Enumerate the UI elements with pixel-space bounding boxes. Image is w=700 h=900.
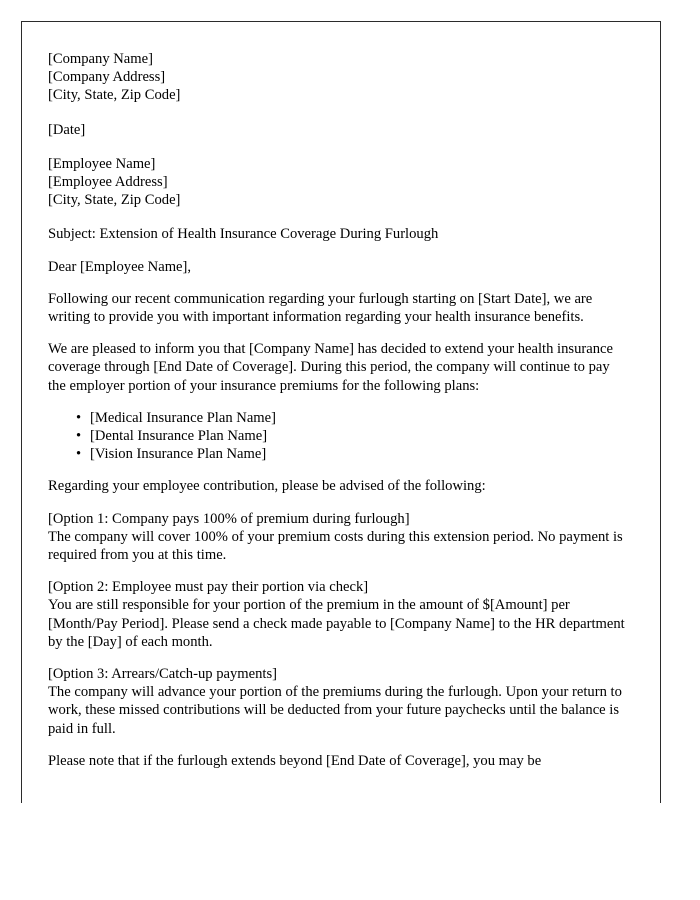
recipient-address-line-3: [City, State, Zip Code]	[48, 192, 181, 209]
option-block-2	[48, 578, 628, 651]
recipient-address-block	[48, 155, 628, 210]
option-1-text: The company will cover 100% of your premium costs during this extension period. No payment is required from you at this time.	[48, 528, 623, 564]
sender-address-line-1: [Company Name]	[48, 51, 153, 67]
recipient-address-line-2: [Employee Address]	[48, 174, 168, 191]
sender-address-line-2: [Company Address]	[48, 69, 166, 86]
paragraph-contribution-intro: Regarding your employee contribution, please be advised of the following:	[48, 478, 486, 495]
paragraph-closing-truncated: Please note that if the furlough extends beyond [End Date of Coverage], you may be	[48, 752, 542, 769]
option-2-text: You are still responsible for your portion of the premium in the amount of $[Amount] per [Month/Pay Period]. Please send a check made payable to [Company Name] to the HR department by the [Day] of each month.	[48, 597, 625, 650]
recipient-address-line-1: [Employee Name]	[48, 155, 156, 172]
option-2-header: [Option 2: Employee must pay their portion via check]	[48, 579, 369, 596]
list-item: • [Dental Insurance Plan Name]	[90, 427, 628, 445]
document-body	[48, 50, 628, 770]
option-3-text: The company will advance your portion of the premiums during the furlough. Upon your return to work, these missed contributions will be deducted from your future paychecks until the balance is paid in full.	[48, 684, 622, 737]
insurance-plan-list	[48, 409, 628, 464]
subject-line: Subject: Extension of Health Insurance Coverage During Furlough	[48, 226, 439, 243]
list-item: • [Medical Insurance Plan Name]	[90, 409, 628, 427]
option-block-3	[48, 665, 628, 738]
paragraph-furlough-intro: Following our recent communication regarding your furlough starting on [Start Date], we are writing to provide you with important information regarding your health insurance benefits.	[48, 290, 596, 326]
sender-address-block	[48, 50, 628, 105]
salutation: Dear [Employee Name],	[48, 258, 192, 275]
option-block-1	[48, 510, 628, 565]
option-1-header: [Option 1: Company pays 100% of premium during furlough]	[48, 510, 410, 527]
list-item: • [Vision Insurance Plan Name]	[90, 445, 628, 463]
sender-address-line-3: [City, State, Zip Code]	[48, 87, 181, 104]
option-3-header: [Option 3: Arrears/Catch-up payments]	[48, 666, 277, 683]
date-line: [Date]	[48, 121, 86, 138]
document-page	[21, 21, 661, 803]
paragraph-coverage-extension: We are pleased to inform you that [Company Name] has decided to extend your health insurance coverage through [End Date of Coverage]. During this period, the company will continue to pay the employer portion of your insurance premiums for the following plans:	[48, 341, 617, 394]
